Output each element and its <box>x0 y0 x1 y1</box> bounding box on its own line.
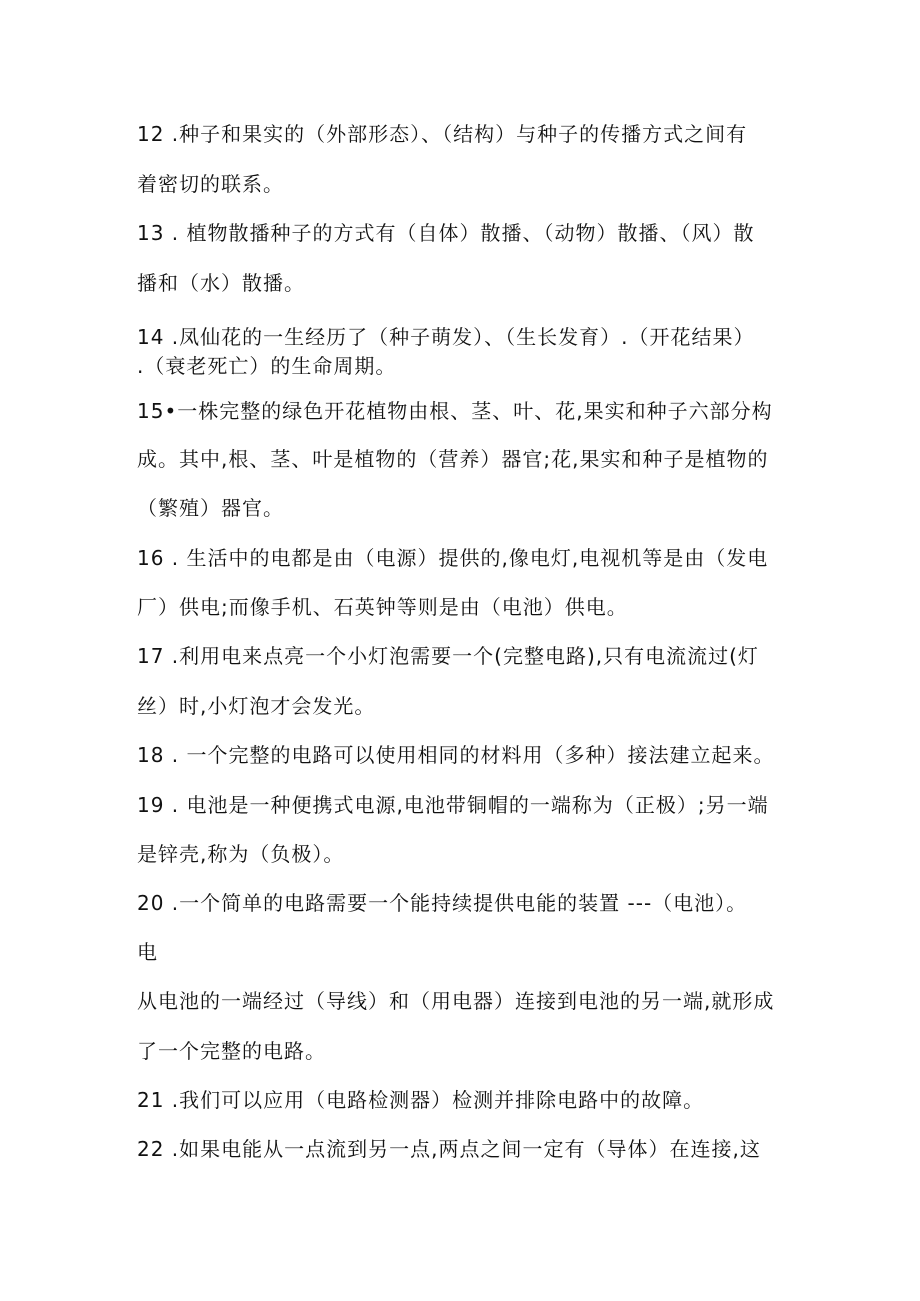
text-line: 12 .种子和果实的（外部形态）、（结构）与种子的传播方式之间有 <box>137 122 748 146</box>
text-line: 16 . 生活中的电都是由（电源）提供的,像电灯,电视机等是由（发电 <box>137 546 769 570</box>
text-line: .（衰老死亡）的生命周期。 <box>137 354 397 378</box>
text-line: 14 .凤仙花的一生经历了（种子萌发）、（生长发育）.（开花结果） <box>137 325 755 349</box>
text-line: 13 . 植物散播种子的方式有（自体）散播、（动物）散播、（风）散 <box>137 221 755 245</box>
text-line: 从电池的一端经过（导线）和（用电器）连接到电池的另一端,就形成 <box>137 989 775 1013</box>
text-line: 19 . 电池是一种便携式电源,电池带铜帽的一端称为（正极）;另一端 <box>137 793 769 817</box>
text-line: 17 .利用电来点亮一个小灯泡需要一个(完整电路),只有电流流过(灯 <box>137 644 759 668</box>
text-line: 18 . 一个完整的电路可以使用相同的材料用（多种）接法建立起来。 <box>137 743 775 767</box>
text-line: 电 <box>137 940 158 964</box>
text-line: 厂）供电;而像手机、石英钟等则是由（电池）供电。 <box>137 595 628 619</box>
text-line: 是锌壳,称为（负极）。 <box>137 842 345 866</box>
text-line: 成。其中,根、茎、叶是植物的（营养）器官;花,果实和种子是植物的 <box>137 447 769 471</box>
text-line: 着密切的联系。 <box>137 172 284 196</box>
text-line: 了一个完整的电路。 <box>137 1039 326 1063</box>
text-line: 播和（水）散播。 <box>137 271 305 295</box>
text-line: 21 .我们可以应用（电路检测器）检测并排除电路中的故障。 <box>137 1088 705 1112</box>
text-line: 15•一株完整的绿色开花植物由根、茎、叶、花,果实和种子六部分构 <box>137 399 773 423</box>
text-line: 丝）时,小灯泡才会发光。 <box>137 694 376 718</box>
text-line: 22 .如果电能从一点流到另一点,两点之间一定有（导体）在连接,这 <box>137 1137 761 1161</box>
text-line: （繁殖）器官。 <box>137 496 284 520</box>
text-line: 20 .一个简单的电路需要一个能持续提供电能的装置 ---（电池）。 <box>137 891 748 915</box>
